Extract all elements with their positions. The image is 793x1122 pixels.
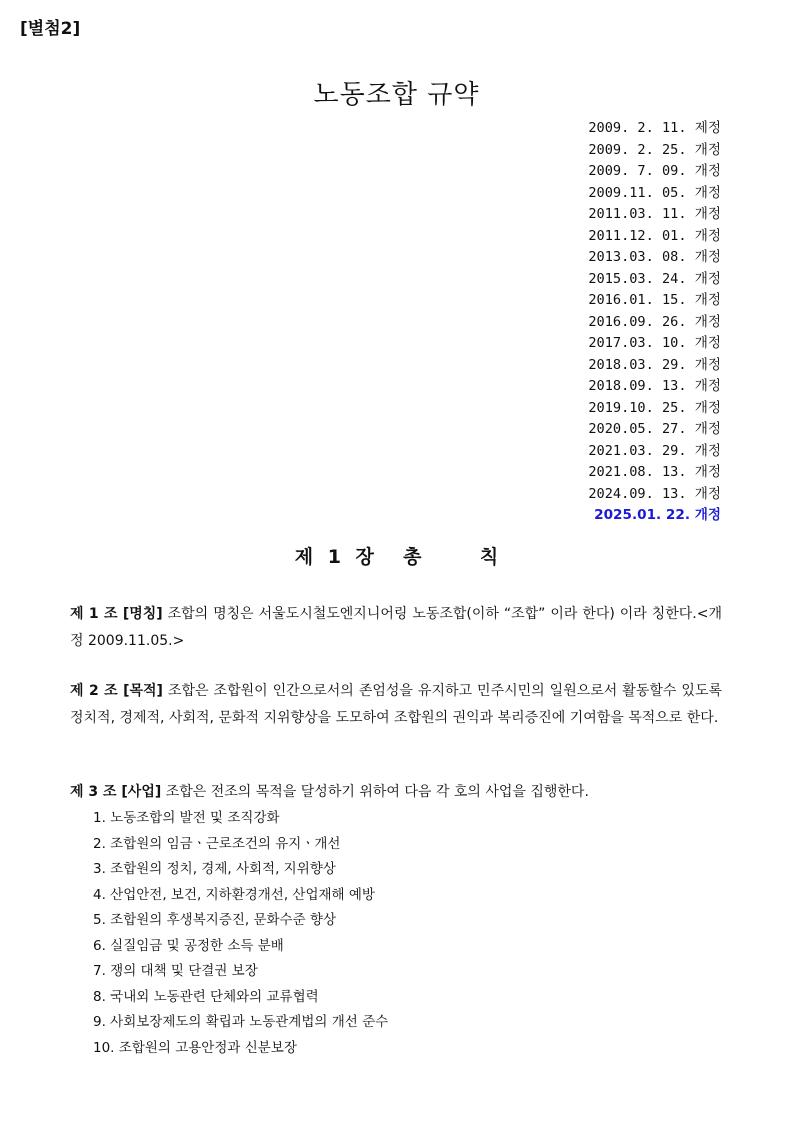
revision-history — [588, 118, 721, 527]
list-item: 7. 쟁의 대책 및 단결권 보장 — [93, 963, 258, 979]
article-heading: 제 2 조 [목적] — [70, 683, 163, 699]
chapter-heading: 제 1 장 총 칙 — [294, 546, 499, 568]
article-3-items — [93, 806, 388, 1061]
list-item: 1. 노동조합의 발전 및 조직강화 — [93, 810, 280, 826]
list-item: 3. 조합원의 정치, 경제, 사회적, 지위향상 — [93, 861, 336, 877]
revision-entry: 2016.09. 26. 개정 — [588, 313, 721, 330]
list-item: 5. 조합원의 후생복지증진, 문화수준 향상 — [93, 912, 336, 928]
list-item: 8. 국내외 노동관련 단체와의 교류협력 — [93, 988, 319, 1005]
revision-entry: 2020.05. 27. 개정 — [588, 421, 721, 437]
article-2 — [70, 678, 722, 732]
revision-entry: 2015.03. 24. 개정 — [588, 270, 721, 287]
revision-entry: 2018.03. 29. 개정 — [588, 356, 721, 373]
revision-entry: 2009. 2. 25. 개정 — [588, 141, 721, 158]
list-item: 2. 조합원의 임금ㆍ근로조건의 유지ㆍ개선 — [93, 835, 341, 852]
article-text: 조합은 전조의 목적을 달성하기 위하여 다음 각 호의 사업을 집행한다. — [161, 784, 589, 800]
revision-entry: 2021.08. 13. 개정 — [588, 464, 721, 480]
revision-entry: 2013.03. 08. 개정 — [588, 249, 721, 265]
article-heading: 제 3 조 [사업] — [70, 784, 162, 800]
list-item: 6. 실질임금 및 공정한 소득 분배 — [93, 937, 284, 954]
list-item: 10. 조합원의 고용안정과 신분보장 — [93, 1039, 297, 1056]
article-1 — [70, 601, 722, 655]
article-3 — [70, 779, 722, 806]
revision-entry: 2021.03. 29. 개정 — [588, 442, 721, 459]
revision-entry: 2009. 7. 09. 개정 — [588, 163, 721, 179]
article-text: 조합은 조합원이 인간으로서의 존엄성을 유지하고 민주시민의 일원으로서 활동할수 있도록 정치적, 경제적, 사회적, 문화적 지위향상을 도모하여 조합원의 권익과 복리증진에 기여함을 목적으로 한다. — [70, 683, 722, 726]
revision-entry: 2019.10. 25. 개정 — [588, 399, 721, 416]
list-item: 4. 산업안전, 보건, 지하환경개선, 산업재해 예방 — [93, 886, 375, 903]
annex-label: [별첨2] — [20, 19, 81, 39]
revision-entry: 2011.12. 01. 개정 — [588, 227, 721, 244]
list-item: 9. 사회보장제도의 확립과 노동관계법의 개선 준수 — [93, 1014, 389, 1030]
revision-entry-latest: 2025.01. 22. 개정 — [594, 507, 721, 523]
revision-entry: 2017.03. 10. 개정 — [588, 335, 721, 351]
document-title: 노동조합 규약 — [313, 80, 480, 110]
article-heading: 제 1 조 [명칭] — [70, 606, 163, 622]
revision-entry: 2018.09. 13. 개정 — [588, 378, 721, 394]
revision-entry: 2024.09. 13. 개정 — [588, 485, 721, 502]
article-text: 조합의 명칭은 서울도시철도엔지니어링 노동조합(이하 “조합” 이라 한다) 이라 칭한다.<개정 2009.11.05.> — [70, 606, 723, 649]
revision-entry: 2011.03. 11. 개정 — [588, 206, 721, 222]
revision-entry: 2009. 2. 11. 제정 — [588, 120, 721, 136]
revision-entry: 2009.11. 05. 개정 — [588, 184, 721, 201]
revision-entry: 2016.01. 15. 개정 — [588, 292, 721, 308]
